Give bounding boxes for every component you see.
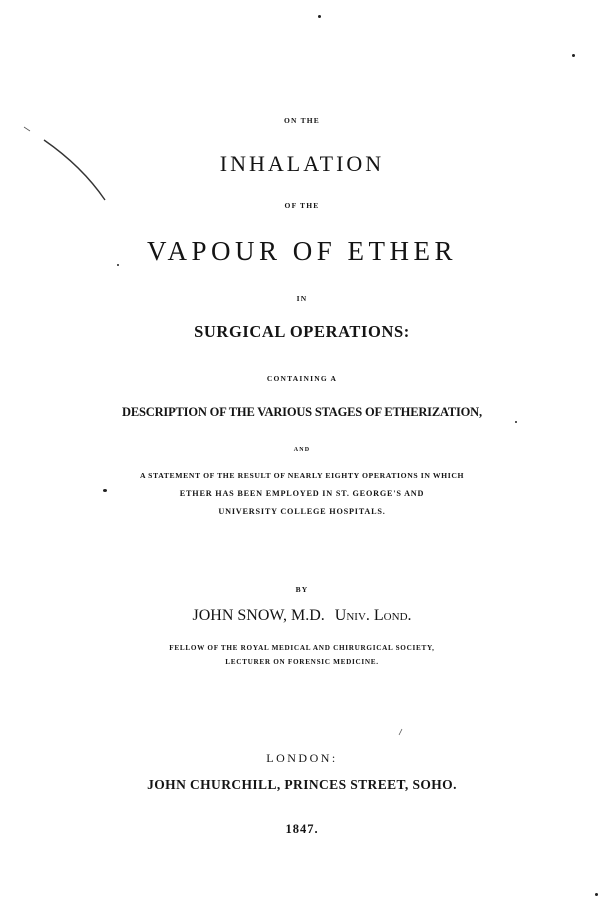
speck-mark (595, 893, 598, 896)
statement-line-3: UNIVERSITY COLLEGE HOSPITALS. (218, 507, 386, 516)
by-line: BY (295, 585, 309, 594)
pen-stroke-mark (44, 140, 105, 200)
lecturer-line: LECTURER ON FORENSIC MEDICINE. (225, 658, 379, 666)
vapour-of-ether-heading: VAPOUR OF ETHER (146, 236, 458, 266)
in-line: IN (296, 294, 308, 303)
speck-mark (515, 421, 517, 423)
description-line: DESCRIPTION OF THE VARIOUS STAGES OF ETHERIZATION, (122, 405, 482, 419)
publisher-line: JOHN CHURCHILL, PRINCES STREET, SOHO. (147, 777, 457, 792)
speck-mark (572, 54, 575, 57)
author-name: JOHN SNOW, M.D. (192, 607, 325, 624)
and-line: AND (293, 447, 311, 453)
statement-line-1: A STATEMENT OF THE RESULT OF NEARLY EIGHTY OPERATIONS IN WHICH (139, 471, 465, 480)
containing-a-line: CONTAINING A (266, 374, 338, 383)
of-the-line: OF THE (284, 201, 320, 210)
small-stroke-mark (24, 127, 30, 131)
inhalation-heading: INHALATION (219, 151, 385, 176)
fellow-line: FELLOW OF THE ROYAL MEDICAL AND CHIRURGICAL SOCIETY, (169, 644, 435, 652)
speck-mark (117, 264, 119, 266)
tiny-stroke-mark (399, 729, 402, 735)
statement-line-2: ETHER HAS BEEN EMPLOYED IN ST. GEORGE'S AND (179, 489, 425, 498)
speck-mark (103, 489, 107, 492)
city-line: LONDON: (266, 751, 338, 765)
surgical-operations-heading: SURGICAL OPERATIONS: (194, 322, 410, 341)
speck-mark (318, 15, 321, 18)
year-line: 1847. (285, 822, 319, 836)
author-degree: Univ. Lond. (334, 607, 412, 624)
on-the-line: ON THE (283, 116, 321, 125)
